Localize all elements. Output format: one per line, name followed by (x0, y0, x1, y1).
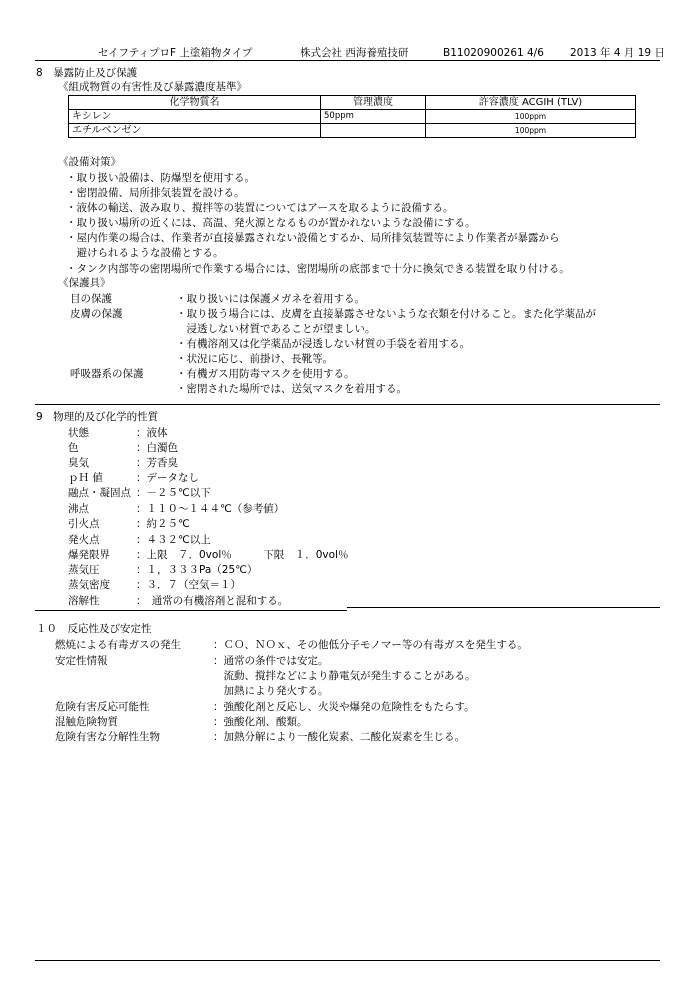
property-value: ：－２５℃以下 (136, 487, 211, 499)
cell-tlv: 100ppm (426, 124, 636, 138)
equipment-item: ・取り扱い設備は、防爆型を使用する。 (66, 172, 255, 184)
cell-chemical: エチルベンゼン (69, 124, 321, 138)
property-value: ：１１０～１４４℃（参考値） (136, 503, 285, 515)
property-label: 臭気 (68, 457, 89, 469)
property-label: 蒸気圧 (68, 564, 100, 576)
property-label: 沸点 (68, 503, 89, 515)
equipment-item: ・タンク内部等の密閉場所で作業する場合には、密閉場所の底部まで十分に換気できる装置を取り付ける。 (66, 263, 570, 275)
section-10-title: １０ 反応性及び安定性 (36, 623, 152, 635)
table-row (69, 110, 636, 124)
skin-protection-text: 浸透しない材質であることが望ましい。 (176, 323, 376, 335)
section-divider (347, 607, 660, 608)
property-label: 溶解性 (68, 595, 100, 607)
reactivity-label: 混触危険物質 (55, 716, 118, 728)
property-value: ：約２５℃ (136, 518, 190, 530)
footer-divider (35, 960, 660, 961)
header-product: セイフティプロF 上塗箱物タイプ (98, 47, 253, 59)
equipment-item: ・取り扱い場所の近くには、高温、発火源となるものが置かれないような設備にする。 (66, 217, 476, 229)
table-header-row (69, 96, 636, 110)
reactivity-label: 危険有害な分解性生物 (55, 731, 160, 743)
cell-tlv: 100ppm (426, 110, 636, 124)
property-label: 蒸気密度 (68, 579, 110, 591)
property-value: ： 通常の有機溶剤と混和する。 (136, 595, 289, 607)
cell-chemical: キシレン (69, 110, 321, 124)
respiratory-protection-label: 呼吸器系の保護 (70, 368, 144, 380)
header-doc-id: B11020900261 (443, 47, 524, 59)
reactivity-value: ：強酸化剤、酸類。 (213, 716, 308, 728)
property-label: ｐＨ 値 (68, 472, 103, 484)
property-value: ：３．７（空気＝１） (136, 579, 241, 591)
section-divider (35, 404, 660, 405)
equipment-item: ・屋内作業の場合は、作業者が直接暴露されない設備とするか、局所排気装置等により作業者が暴露から (66, 232, 560, 244)
cell-control-concentration: 50ppm (321, 110, 426, 124)
toxicity-table (68, 95, 636, 138)
section-9-title: 9 物理的及び化学的性質 (36, 411, 159, 423)
header-page-number: 4/6 (527, 47, 544, 59)
skin-protection-text: ・状況に応じ、前掛け、長靴等。 (176, 353, 334, 365)
skin-protection-text: ・有機溶剤又は化学薬品が浸透しない材質の手袋を着用する。 (176, 338, 470, 350)
property-label: 引火点 (68, 518, 100, 530)
property-label: 色 (68, 442, 79, 454)
section-divider (35, 610, 347, 611)
property-label: 状態 (68, 427, 89, 439)
property-value: ：データなし (136, 472, 199, 484)
toxicity-table-caption: 《組成物質の有害性及び暴露濃度基準》 (58, 81, 247, 93)
cell-control-concentration (321, 124, 426, 138)
property-value: ：白濁色 (136, 442, 178, 454)
header-date: 2013 年 4 月 19 日 (570, 47, 665, 59)
equipment-item: 避けられるような設備とする。 (66, 247, 224, 259)
equipment-item: ・密閉設備、局所排気装置を設ける。 (66, 187, 245, 199)
reactivity-value: ：通常の条件では安定。 (213, 655, 329, 667)
column-header-control-concentration: 管理濃度 (321, 96, 426, 110)
respiratory-protection-text: ・密閉された場所では、送気マスクを着用する。 (176, 383, 407, 395)
skin-protection-text: ・取り扱う場合には、皮膚を直接暴露させないような衣類を付けること。また化学薬品が (176, 308, 596, 320)
reactivity-label: 安定性情報 (55, 655, 108, 667)
header-company: 株式会社 西海養殖技研 (300, 47, 409, 59)
ppe-title: 《保護具》 (58, 277, 111, 289)
section-8-title: 8 暴露防止及び保護 (36, 67, 138, 79)
table-row (69, 124, 636, 138)
reactivity-value: 加熱により発火する。 (213, 685, 329, 697)
property-value: ：４３２℃以上 (136, 534, 211, 546)
property-value: ：１，３３３Pa（25℃） (136, 564, 258, 576)
reactivity-value: 流動、撹拌などにより静電気が発生することがある。 (213, 670, 476, 682)
column-header-tlv: 許容濃度 ACGIH (TLV) (426, 96, 636, 110)
eye-protection-label: 目の保護 (70, 293, 112, 305)
reactivity-value: ：加熱分解により一酸化炭素、二酸化炭素を生じる。 (213, 731, 465, 743)
equipment-title: 《設備対策》 (58, 156, 121, 168)
header-divider (35, 60, 660, 61)
reactivity-value: ：ＣＯ、ＮＯｘ、その他低分子モノマー等の有毒ガスを発生する。 (213, 639, 528, 651)
column-header-chemical: 化学物質名 (69, 96, 321, 110)
equipment-item: ・液体の輸送、汲み取り、撹拌等の装置についてはアースを取るように設備する。 (66, 202, 454, 214)
reactivity-label: 危険有害反応可能性 (55, 701, 150, 713)
reactivity-label: 燃焼による有毒ガスの発生 (55, 639, 181, 651)
property-value: ：液体 (136, 427, 168, 439)
reactivity-value: ：強酸化剤と反応し、火災や爆発の危険性をもたらす。 (213, 701, 475, 713)
eye-protection-text: ・取り扱いには保護メガネを着用する。 (176, 293, 365, 305)
property-value: ：上限 ７．0vol％ 下限 １．0vol％ (136, 549, 349, 561)
property-value: ：芳香臭 (136, 457, 178, 469)
property-label: 爆発限界 (68, 549, 110, 561)
respiratory-protection-text: ・有機ガス用防毒マスクを使用する。 (176, 368, 355, 380)
property-label: 融点・凝固点 (68, 487, 131, 499)
skin-protection-label: 皮膚の保護 (70, 308, 123, 320)
property-label: 発火点 (68, 534, 100, 546)
